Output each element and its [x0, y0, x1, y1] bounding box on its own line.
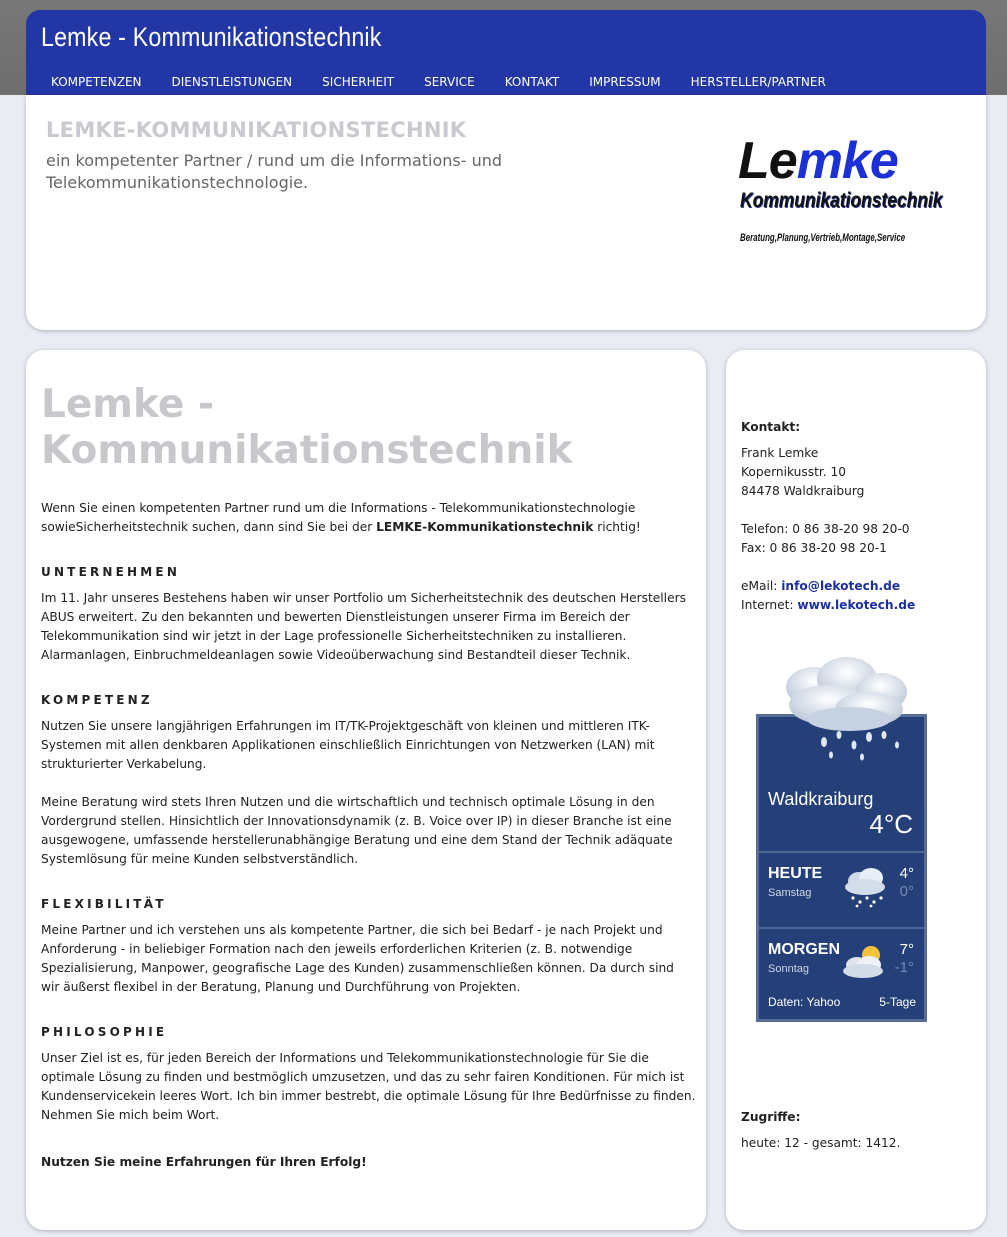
paragraph-kompetenz-2: Meine Beratung wird stets Ihren Nutzen und die wirtschaftlich und technisch optimale Lösung in den Vordergrund stellen. Hinsichtlich der Innovationsdynamik (z. B. Voice over IP) in dieser Branche ist eine ausgewogene, umfassende herstellerunabhängige Beratung und eine dem Stand der Technik adäquate Systemlösung für meine Kunden selbstverständlich.	[41, 795, 673, 866]
weather-footer	[768, 995, 916, 1009]
contact-email-row: eMail: info@lekotech.de	[741, 579, 901, 593]
banner	[26, 95, 986, 330]
page-title: Lemke - Kommunikationstechnik	[41, 382, 573, 473]
nav-hersteller-partner[interactable]: HERSTELLER/PARTNER	[690, 75, 826, 89]
nav-kompetenzen[interactable]: KOMPETENZEN	[51, 75, 142, 89]
weather-day-tomorrow	[759, 927, 924, 1003]
site-title[interactable]: Lemke - Kommunikationstechnik	[41, 22, 382, 52]
hits-label: Zugriffe:	[741, 1110, 801, 1124]
snow-cloud-icon	[841, 863, 889, 909]
rain-cloud-icon	[769, 657, 919, 767]
weather-current-temp: 4°C	[869, 809, 913, 839]
weather-day-label: MORGEN	[768, 941, 840, 958]
visitor-counter	[741, 1108, 900, 1153]
sidebar	[726, 350, 986, 1230]
weather-high: 4°	[899, 865, 914, 882]
nav-kontakt[interactable]: KONTAKT	[504, 75, 560, 89]
heading-unternehmen: UNTERNEHMEN	[41, 565, 181, 579]
paragraph-unternehmen: Im 11. Jahr unseres Bestehens haben wir unser Portfolio um Sicherheitstechnik des deutschen Herstellers ABUS erweitert. Zu den bekannten und bewerten Dienstleistungen unserer Firma im Bereich der Telekommunikation sind wir jetzt in der Lage professionelle Sicherheitstechniken zu installieren. Alarmanlagen, Einbruchmeldeanlagen sowie Videoüberwachung sind Bestandteil dieser Technik.	[41, 591, 686, 662]
contact-city: 84478 Waldkraiburg	[741, 484, 865, 498]
contact-internet-row: Internet: www.lekotech.de	[741, 598, 916, 612]
weather-source[interactable]: Daten: Yahoo	[768, 995, 841, 1009]
weather-weekday: Samstag	[768, 887, 812, 899]
nav-dienstleistungen[interactable]: DIENSTLEISTUNGEN	[171, 75, 293, 89]
heading-philosophie: PHILOSOPHIE	[41, 1025, 168, 1039]
heading-flexibilitaet: FLEXIBILITÄT	[41, 897, 167, 911]
logo-tagline: Beratung,Planung,Vertrieb,Montage,Service	[740, 232, 906, 244]
heading-kompetenz: KOMPETENZ	[41, 693, 153, 707]
paragraph-flexibilitaet: Meine Partner und ich verstehen uns als kompetente Partner, die sich bei Bedarf - je nach Projekt und Anforderung - in beliebiger Formation nach den jeweils erforderlichen Kriterien (z. B. notwendige Spezialisierung, Manpower, geografische Lage des Kunden) zusammenschließen können. Da durch sind wir äußerst flexibel in der Beratung, Planung und Durchführung von Projekten.	[41, 923, 674, 994]
logo-subline: Kommunikationstechnik	[740, 189, 943, 212]
paragraph-kompetenz-1: Nutzen Sie unsere langjährigen Erfahrungen im IT/TK-Projektgeschäft von kleinen und mittleren ITK-Systemen mit allen denkbaren Applikationen einschließlich Einrichtungen von Netzwerken (LAN) mit strukturierter Verkabelung.	[41, 719, 655, 771]
email-link[interactable]: info@lekotech.de	[781, 579, 901, 593]
hits-text: heute: 12 - gesamt: 1412.	[741, 1136, 901, 1150]
nav-service[interactable]: SERVICE	[424, 75, 475, 89]
contact-label: Kontakt:	[741, 420, 801, 434]
weather-day-label: HEUTE	[768, 865, 823, 882]
weather-widget	[756, 714, 927, 1022]
weather-weekday: Sonntag	[768, 963, 809, 975]
weather-high: 7°	[899, 941, 914, 958]
weather-low: 0°	[899, 883, 914, 900]
contact-phone: Telefon: 0 86 38-20 98 20-0	[741, 522, 910, 536]
weather-day-today	[759, 851, 924, 927]
nav-impressum[interactable]: IMPRESSUM	[589, 75, 661, 89]
weather-forecast-link[interactable]: 5-Tage	[879, 995, 916, 1009]
banner-subtitle: ein kompetenter Partner / rund um die Informations- und Telekommunikationstechnologie.	[46, 151, 503, 192]
company-logo	[738, 133, 960, 251]
paragraph-philosophie: Unser Ziel ist es, für jeden Bereich der Informations und Telekommunikationstechnologie für Sie die optimale Lösung zu finden und bestmöglich umzusetzen, und das zu sehr fairen Konditionen. Für mich ist Kundenservicekein leeres Wort. Ich bin immer bestrebt, die optimale Lösung für Ihre Bedürfnisse zu finden. Nehmen Sie mich beim Wort.	[41, 1051, 696, 1122]
contact-name: Frank Lemke	[741, 446, 819, 460]
main-content	[26, 350, 706, 1230]
contact-street: Kopernikusstr. 10	[741, 465, 847, 479]
closing-statement: Nutzen Sie meine Erfahrungen für Ihren Erfolg!	[41, 1155, 367, 1169]
partly-cloudy-icon	[841, 939, 889, 985]
website-link[interactable]: www.lekotech.de	[797, 598, 916, 612]
contact-fax: Fax: 0 86 38-20 98 20-1	[741, 541, 887, 555]
site-header	[26, 10, 986, 95]
banner-title: LEMKE-KOMMUNIKATIONSTECHNIK	[46, 118, 467, 142]
logo-wordmark: Lemke	[738, 132, 898, 190]
main-nav	[51, 75, 856, 89]
weather-city: Waldkraiburg	[768, 789, 874, 809]
weather-low: -1°	[894, 959, 914, 976]
nav-sicherheit[interactable]: SICHERHEIT	[322, 75, 395, 89]
intro-paragraph: Wenn Sie einen kompetenten Partner rund um die Informations - Telekommunikationstechnologie sowieSicherheitstechnik suchen, dann sind Sie bei der LEMKE-Kommunikationstechnik richtig!	[41, 501, 641, 534]
